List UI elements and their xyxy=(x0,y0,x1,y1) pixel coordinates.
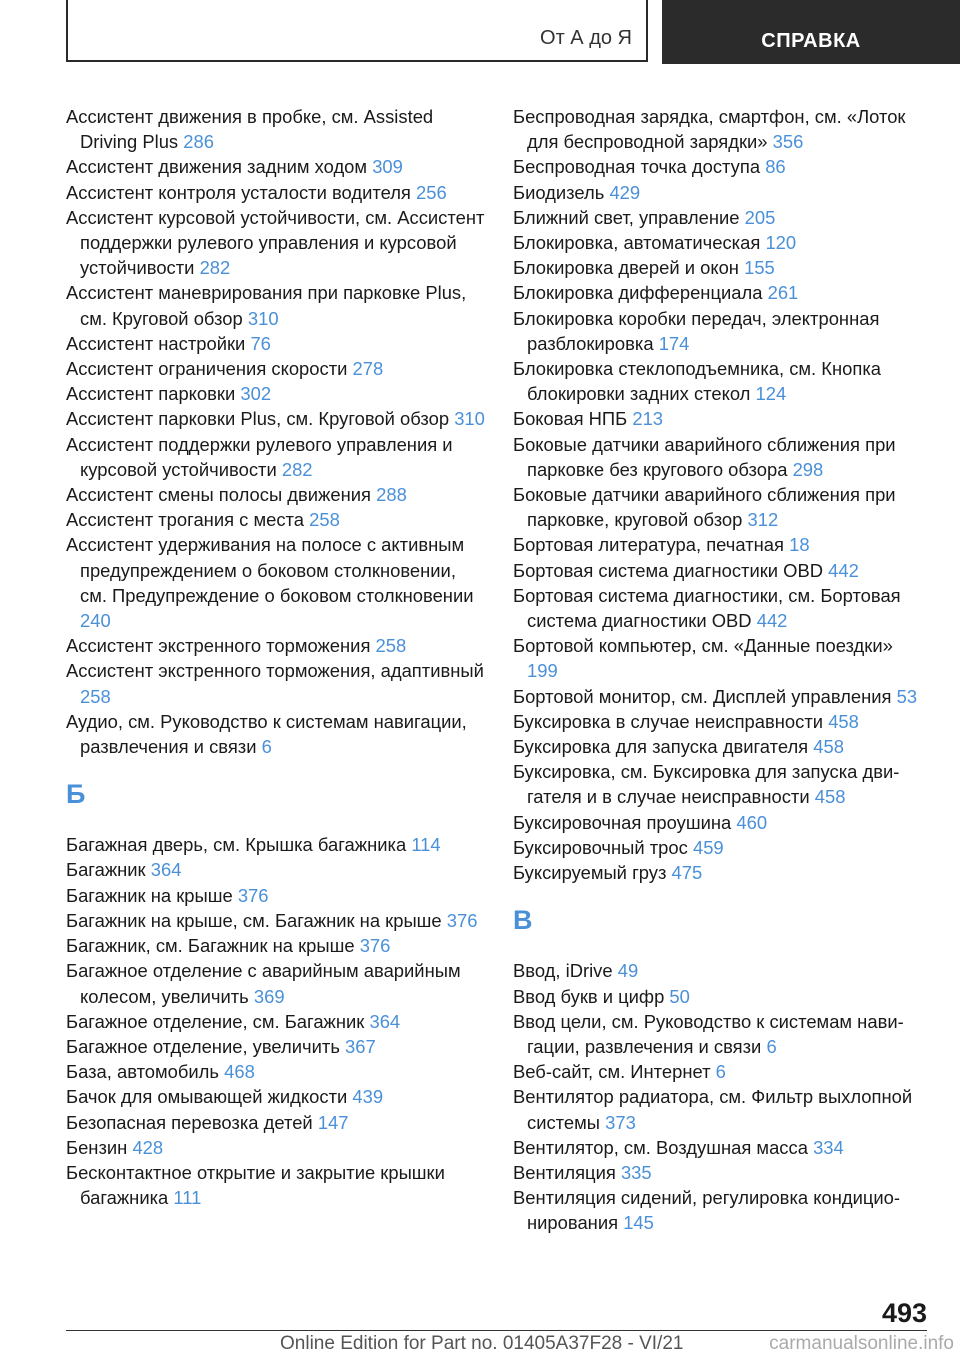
index-entry-text: Ассистент поддержки рулевого управления и курсовой устойчивости xyxy=(66,433,453,480)
section-heading-b: Б xyxy=(66,779,86,810)
index-group-b xyxy=(66,832,486,1210)
index-entry xyxy=(66,1135,486,1160)
index-entry xyxy=(66,958,486,1008)
index-entry-text: Биодизель xyxy=(513,181,605,203)
index-entry-text: Блокировка, автоматическая xyxy=(513,232,761,254)
index-entry xyxy=(513,154,925,179)
page-reference-link[interactable]: 459 xyxy=(692,836,724,858)
index-entry-text: Ассистент парковки Plus, см. Круговой обзор xyxy=(66,408,450,430)
index-entry-text: Безопасная перевозка детей xyxy=(66,1111,313,1133)
index-entry-text: Вентиляция xyxy=(513,1161,616,1183)
page-reference-link[interactable]: 356 xyxy=(772,131,804,153)
page-reference-link[interactable]: 213 xyxy=(632,408,664,430)
index-entry xyxy=(513,583,925,633)
index-entry-text: Ассистент маневрирования при парковке Plus, см. Круговой обзор xyxy=(66,282,467,329)
page-reference-link[interactable]: 258 xyxy=(375,635,407,657)
page-reference-link[interactable]: 261 xyxy=(767,282,799,304)
page-reference-link[interactable]: 76 xyxy=(250,332,271,354)
page-reference-link[interactable]: 442 xyxy=(828,559,859,581)
index-entry-text: Беспроводная зарядка, смартфон, см. «Лоток для беспроводной зарядки» xyxy=(513,106,906,153)
index-entry-text: Вентиляция сидений, регулировка кондиционирования xyxy=(513,1187,901,1234)
index-entry xyxy=(66,280,486,330)
section-heading-v: В xyxy=(513,905,533,936)
index-entry-text: Ассистент движения в пробке, см. Assisted Driving Plus xyxy=(66,106,434,153)
edition-note: Online Edition for Part no. 01405A37F28 - VI/21 xyxy=(280,1333,684,1354)
index-entry-text: База, автомобиль xyxy=(66,1061,219,1083)
index-entry xyxy=(66,154,486,179)
tab-reference-label: СПРАВКА xyxy=(761,30,861,52)
page-reference-link[interactable]: 373 xyxy=(605,1111,636,1133)
index-entry xyxy=(513,205,925,230)
index-entry xyxy=(66,482,486,507)
index-entry xyxy=(513,734,925,759)
index-entry xyxy=(66,205,486,281)
index-entry xyxy=(66,356,486,381)
page-reference-link[interactable]: 458 xyxy=(828,710,859,732)
index-entry-text: Бензин xyxy=(66,1136,128,1158)
index-entry-text: Ассистент экстренного торможения, адаптивный xyxy=(66,660,484,682)
page-reference-link[interactable]: 258 xyxy=(309,509,340,531)
index-entry xyxy=(66,1084,486,1109)
index-entry-text: Ассистент ограничения скорости xyxy=(66,358,348,380)
page-header xyxy=(66,0,960,64)
page-reference-link[interactable]: 369 xyxy=(253,985,285,1007)
index-entry-text: Вентилятор, см. Воздушная масса xyxy=(513,1136,808,1158)
index-entry xyxy=(513,255,925,280)
page-reference-link[interactable]: 49 xyxy=(617,960,639,982)
index-entry xyxy=(513,406,925,431)
page-reference-link[interactable]: 376 xyxy=(359,935,391,957)
index-entry xyxy=(66,532,486,633)
page-reference-link[interactable]: 428 xyxy=(132,1136,164,1158)
page-reference-link[interactable]: 147 xyxy=(317,1111,349,1133)
index-entry xyxy=(513,1059,925,1084)
index-entry xyxy=(513,1009,925,1059)
page-reference-link[interactable]: 468 xyxy=(224,1061,255,1083)
index-entry xyxy=(66,908,486,933)
index-entry xyxy=(66,658,486,708)
page-reference-link[interactable]: 50 xyxy=(669,985,690,1007)
index-entry xyxy=(513,958,925,983)
tab-a-to-z[interactable] xyxy=(66,0,648,62)
index-group-v xyxy=(513,958,925,1235)
page-reference-link[interactable]: 205 xyxy=(744,206,776,228)
index-entry-text: Ввод, iDrive xyxy=(513,960,613,982)
index-entry-text: Багажное отделение с аварийным аварийным колесом, увеличить xyxy=(66,960,461,1007)
index-entry-text: Аудио, см. Руководство к системам навигации, развлечения и связи xyxy=(66,710,467,758)
tab-reference[interactable] xyxy=(662,0,960,64)
index-entry xyxy=(66,331,486,356)
page-reference-link[interactable]: 114 xyxy=(411,834,441,856)
page-number: 493 xyxy=(881,1298,927,1328)
index-entry-text: Бортовой монитор, см. Дисплей управления xyxy=(513,685,892,707)
index-entry xyxy=(513,1160,925,1185)
index-entry-text: Беспроводная точка доступа xyxy=(513,156,761,178)
page-reference-link[interactable]: 256 xyxy=(416,181,447,203)
watermark: carmanualsonline.info xyxy=(769,1333,954,1354)
page-reference-link[interactable]: 278 xyxy=(352,358,384,380)
page-reference-link[interactable]: 240 xyxy=(80,610,111,632)
page-reference-link[interactable]: 53 xyxy=(896,685,918,707)
index-entry xyxy=(513,280,925,305)
index-entry xyxy=(513,759,925,809)
index-entry xyxy=(513,104,925,154)
page-reference-link[interactable]: 199 xyxy=(527,660,558,682)
page-reference-link[interactable]: 258 xyxy=(80,685,111,707)
page-reference-link[interactable]: 475 xyxy=(671,862,703,884)
page-reference-link[interactable]: 429 xyxy=(609,181,641,203)
page-reference-link[interactable]: 6 xyxy=(715,1061,726,1083)
page-reference-link[interactable]: 124 xyxy=(755,383,787,405)
index-entry xyxy=(66,1110,486,1135)
index-entry-text: Бортовая система диагностики, см. Бортовая система диагностики OBD xyxy=(513,584,901,632)
index-entry xyxy=(513,709,925,734)
index-entry xyxy=(66,933,486,958)
index-entry-text: Блокировка коробки передач, электронная разблокировка xyxy=(513,307,880,354)
index-entry-text: Бесконтактное открытие и закрытие крышки багажника xyxy=(66,1161,445,1209)
page-reference-link[interactable]: 364 xyxy=(369,1010,401,1032)
page-reference-link[interactable]: 120 xyxy=(765,232,797,254)
index-entry xyxy=(513,306,925,356)
page-reference-link[interactable]: 458 xyxy=(814,786,846,808)
index-entry-text: Ассистент курсовой устойчивости, см. Ассистент поддержки рулевого управления и курсовой устойчивости xyxy=(66,206,485,279)
index-entry-text: Ассистент контроля усталости водителя xyxy=(66,181,411,203)
page-reference-link[interactable]: 376 xyxy=(237,884,269,906)
index-entry xyxy=(66,1160,486,1210)
page-reference-link[interactable]: 367 xyxy=(345,1035,376,1057)
index-entry xyxy=(66,507,486,532)
page-reference-link[interactable]: 458 xyxy=(813,736,844,758)
index-entry xyxy=(513,810,925,835)
index-entry-text: Боковая НПБ xyxy=(513,408,628,430)
index-entry-text: Багажная дверь, см. Крышка багажника xyxy=(66,834,407,856)
index-entry-text: Буксировочная проушина xyxy=(513,811,732,833)
index-entry xyxy=(513,633,925,683)
index-entry xyxy=(66,432,486,482)
index-entry xyxy=(513,482,925,532)
index-entry-text: Буксировочный трос xyxy=(513,836,688,858)
page-reference-link[interactable]: 334 xyxy=(813,1136,844,1158)
index-entry xyxy=(513,835,925,860)
index-group-b-continued xyxy=(513,104,925,885)
index-entry xyxy=(66,633,486,658)
page-reference-link[interactable]: 310 xyxy=(247,307,279,329)
footer-divider xyxy=(66,1330,927,1331)
page-reference-link[interactable]: 286 xyxy=(183,131,214,153)
page-reference-link[interactable]: 282 xyxy=(281,458,313,480)
index-entry-text: Буксировка в случае неисправности xyxy=(513,710,824,732)
index-entry-text: Багажник на крыше xyxy=(66,884,233,906)
index-entry xyxy=(66,1034,486,1059)
index-entry-text: Ассистент движения задним ходом xyxy=(66,156,368,178)
page-reference-link[interactable]: 302 xyxy=(240,383,272,405)
index-entry-text: Ассистент экстренного торможения xyxy=(66,635,371,657)
page-reference-link[interactable]: 282 xyxy=(199,257,231,279)
page-reference-link[interactable]: 335 xyxy=(620,1161,652,1183)
page-reference-link[interactable]: 309 xyxy=(372,156,403,178)
page-reference-link[interactable]: 442 xyxy=(756,610,788,632)
index-entry-text: Боковые датчики аварийного сближения при парковке без кругового обзора xyxy=(513,433,896,480)
index-entry xyxy=(66,1009,486,1034)
index-entry-text: Буксировка для запуска двигателя xyxy=(513,736,809,758)
page-reference-link[interactable]: 18 xyxy=(789,534,810,556)
index-entry-text: Багажное отделение, см. Багажник xyxy=(66,1010,365,1032)
index-entry-text: Бортовая система диагностики OBD xyxy=(513,559,824,581)
index-entry xyxy=(513,180,925,205)
index-entry-text: Ввод букв и цифр xyxy=(513,985,665,1007)
index-entry-text: Блокировка дифференциала xyxy=(513,282,763,304)
page-reference-link[interactable]: 288 xyxy=(376,484,407,506)
index-entry xyxy=(513,1185,925,1235)
page-reference-link[interactable]: 111 xyxy=(173,1187,202,1209)
index-entry xyxy=(513,684,925,709)
index-column-left xyxy=(66,104,486,1210)
page-reference-link[interactable]: 145 xyxy=(623,1212,654,1234)
page-reference-link[interactable]: 310 xyxy=(454,408,485,430)
index-entry-text: Буксируемый груз xyxy=(513,862,667,884)
index-entry-text: Багажник, см. Багажник на крыше xyxy=(66,935,355,957)
index-entry xyxy=(513,230,925,255)
index-entry-text: Блокировка дверей и окон xyxy=(513,257,739,279)
index-entry-text: Ввод цели, см. Руководство к системам навигации, развлечения и связи xyxy=(513,1010,904,1057)
index-group-a xyxy=(66,104,486,759)
page-reference-link[interactable]: 364 xyxy=(150,859,182,881)
page-reference-link[interactable]: 312 xyxy=(747,509,779,531)
index-entry-text: Багажник на крыше, см. Багажник на крыше xyxy=(66,909,442,931)
index-entry xyxy=(66,381,486,406)
index-entry xyxy=(513,432,925,482)
index-entry-text: Бортовая литература, печатная xyxy=(513,534,784,556)
index-entry xyxy=(66,857,486,882)
index-entry-text: Багажное отделение, увеличить xyxy=(66,1035,340,1057)
index-entry xyxy=(513,1135,925,1160)
index-entry-text: Ассистент парковки xyxy=(66,383,236,405)
page-reference-link[interactable]: 298 xyxy=(792,458,824,480)
index-entry-text: Ассистент смены полосы движения xyxy=(66,484,371,506)
index-entry-text: Бортовой компьютер, см. «Данные поездки» xyxy=(513,635,893,657)
index-entry-text: Ассистент настройки xyxy=(66,332,246,354)
page-reference-link[interactable]: 439 xyxy=(352,1086,384,1108)
index-entry-text: Блокировка стеклоподъемника, см. Кнопка блокировки задних стекол xyxy=(513,358,882,405)
index-entry xyxy=(66,832,486,857)
index-entry xyxy=(66,709,486,759)
index-entry xyxy=(513,860,925,885)
index-entry xyxy=(66,104,486,154)
page-reference-link[interactable]: 460 xyxy=(736,811,768,833)
index-entry xyxy=(513,558,925,583)
page-reference-link[interactable]: 6 xyxy=(766,1035,777,1057)
index-entry-text: Бачок для омывающей жидкости xyxy=(66,1086,348,1108)
page-reference-link[interactable]: 86 xyxy=(765,156,786,178)
index-entry-text: Вентилятор радиатора, см. Фильтр выхлопной системы xyxy=(513,1086,913,1133)
index-entry-text: Ассистент трогания с места xyxy=(66,509,304,531)
index-entry xyxy=(66,1059,486,1084)
index-entry xyxy=(66,883,486,908)
index-entry xyxy=(513,984,925,1009)
page-reference-link[interactable]: 155 xyxy=(744,257,775,279)
page-reference-link[interactable]: 6 xyxy=(261,736,272,758)
index-entry xyxy=(66,406,486,431)
index-entry xyxy=(66,180,486,205)
index-entry-text: Буксировка, см. Буксировка для запуска двигателя и в случае неисправности xyxy=(513,761,900,808)
index-entry-text: Веб-сайт, см. Интернет xyxy=(513,1061,711,1083)
page-reference-link[interactable]: 174 xyxy=(658,332,690,354)
index-entry xyxy=(513,1084,925,1134)
page-reference-link[interactable]: 376 xyxy=(446,909,478,931)
index-entry-text: Ассистент удерживания на полосе с активным предупреждением о боковом столкновении, см. Предупреждение о боковом столкновении xyxy=(66,534,474,606)
index-entry-text: Ближний свет, управление xyxy=(513,206,740,228)
index-entry-text: Боковые датчики аварийного сближения при парковке, круговой обзор xyxy=(513,484,896,531)
index-entry xyxy=(513,356,925,406)
index-entry-text: Багажник xyxy=(66,859,146,881)
tab-a-to-z-label: От А до Я xyxy=(540,27,632,49)
index-column-right xyxy=(513,104,925,1236)
index-entry xyxy=(513,532,925,557)
